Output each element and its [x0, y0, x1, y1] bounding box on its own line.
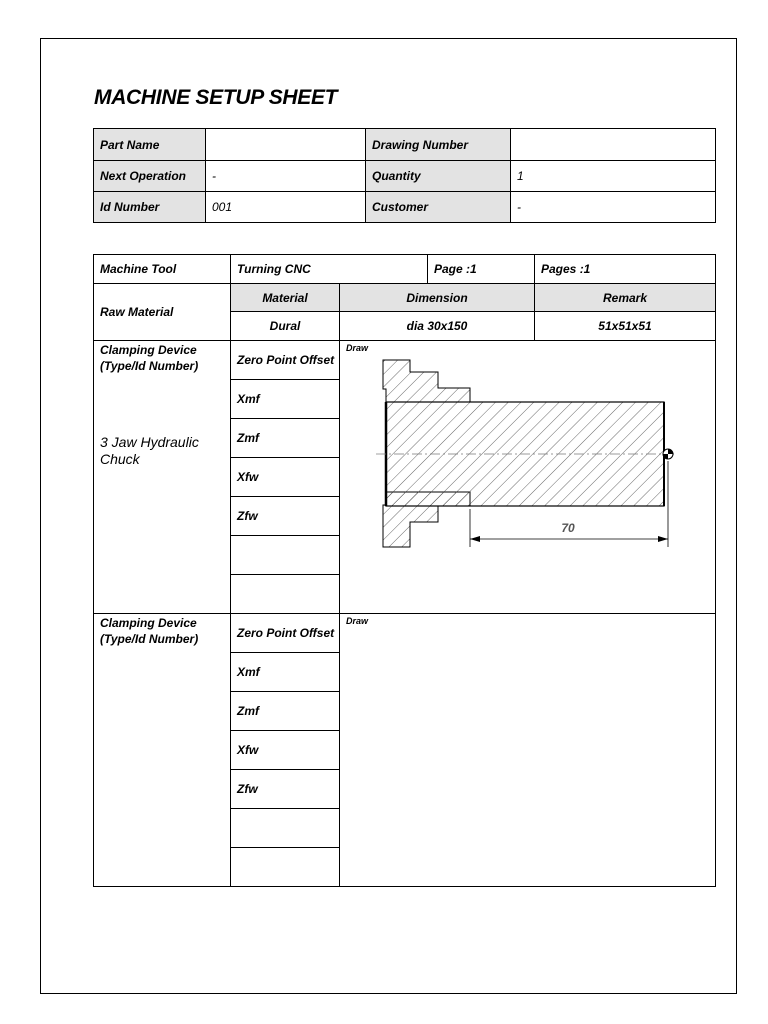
chuck-jaw-top: [383, 360, 470, 402]
drawing-area-1: [340, 341, 716, 614]
quantity-value[interactable]: 1: [511, 161, 716, 192]
clamping-device-cell-2: [94, 614, 231, 887]
next-operation-value[interactable]: -: [206, 161, 366, 192]
dimension-header: Dimension: [340, 284, 535, 312]
zmf-label-2: Zmf: [231, 692, 340, 731]
remark-value[interactable]: 51x51x51: [535, 312, 716, 341]
drawing-number-value[interactable]: [511, 129, 716, 161]
part-name-label: Part Name: [94, 129, 206, 161]
drawing-area-2: [340, 614, 716, 887]
id-number-label: Id Number: [94, 192, 206, 223]
material-value[interactable]: Dural: [231, 312, 340, 341]
offset-empty-2[interactable]: [231, 575, 340, 614]
remark-header: Remark: [535, 284, 716, 312]
customer-label: Customer: [366, 192, 511, 223]
xfw-label: Xfw: [231, 458, 340, 497]
zfw-label-2: Zfw: [231, 770, 340, 809]
clamping-device-cell-1: [94, 341, 231, 614]
zmf-label: Zmf: [231, 419, 340, 458]
offset-empty-4[interactable]: [231, 848, 340, 887]
dimension-value[interactable]: dia 30x150: [340, 312, 535, 341]
customer-value[interactable]: -: [511, 192, 716, 223]
xfw-label-2: Xfw: [231, 731, 340, 770]
offset-empty-1[interactable]: [231, 536, 340, 575]
header-table: [93, 128, 716, 223]
xmf-label: Xmf: [231, 380, 340, 419]
pages-count: Pages :1: [535, 255, 716, 284]
zero-point-offset-label: Zero Point Offset: [231, 341, 340, 380]
draw-label-2: Draw: [346, 616, 369, 626]
page-title: MACHINE SETUP SHEET: [94, 86, 338, 109]
draw-label-1: Draw: [346, 343, 369, 353]
machine-tool-label: Machine Tool: [94, 255, 231, 284]
page-number: Page :1: [428, 255, 535, 284]
next-operation-label: Next Operation: [94, 161, 206, 192]
part-drawing: [340, 341, 714, 611]
material-header: Material: [231, 284, 340, 312]
clamping-device-label-1: Clamping Device (Type/Id Number): [100, 343, 199, 373]
setup-table: [93, 254, 716, 887]
drawing-number-label: Drawing Number: [366, 129, 511, 161]
clamping-device-label-2: Clamping Device (Type/Id Number): [100, 616, 199, 646]
offset-empty-3[interactable]: [231, 809, 340, 848]
clamping-device-value-1[interactable]: 3 Jaw Hydraulic Chuck: [100, 434, 199, 467]
zero-point-offset-label-2: Zero Point Offset: [231, 614, 340, 653]
id-number-value[interactable]: 001: [206, 192, 366, 223]
xmf-label-2: Xmf: [231, 653, 340, 692]
part-name-value[interactable]: [206, 129, 366, 161]
zfw-label: Zfw: [231, 497, 340, 536]
dimension-text: 70: [561, 521, 575, 535]
quantity-label: Quantity: [366, 161, 511, 192]
raw-material-label: Raw Material: [94, 284, 231, 341]
machine-tool-value[interactable]: Turning CNC: [231, 255, 428, 284]
